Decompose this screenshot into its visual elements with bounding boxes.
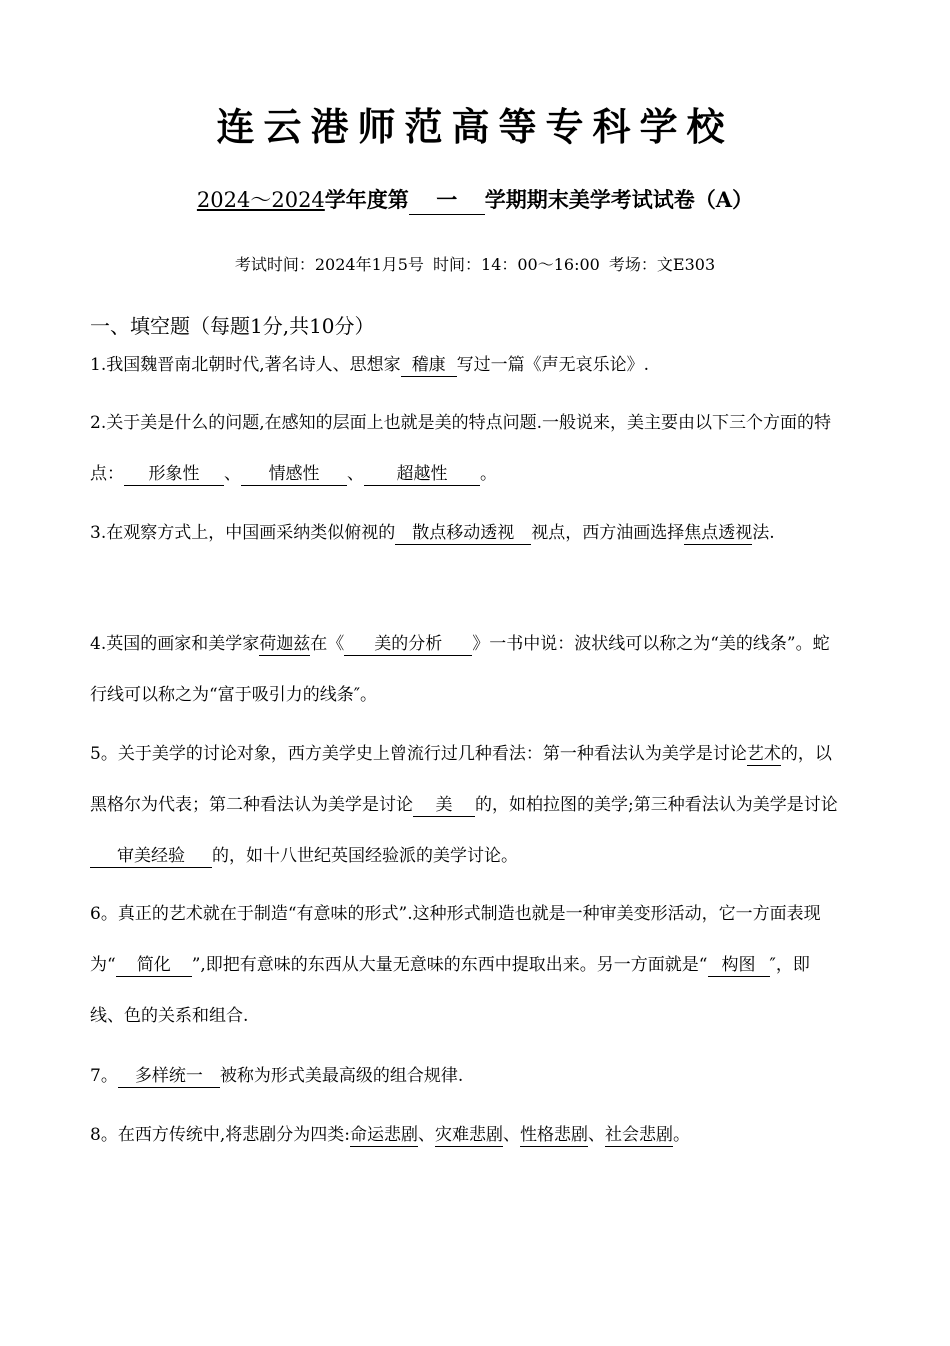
q6-answer-1: 简化 bbox=[116, 954, 192, 977]
q3-text-mid: 视点，西方油画选择 bbox=[531, 523, 685, 543]
academic-year: 2024～2024 bbox=[196, 188, 325, 212]
q3-text: 3.在观察方式上，中国画采纳类似俯视的 bbox=[90, 523, 396, 543]
q5-text: 5。关于美学的讨论对象，西方美学史上曾流行过几种看法：第一种看法认为美学是讨论 bbox=[90, 744, 747, 764]
q2-sep-1: 、 bbox=[224, 464, 241, 484]
exam-subtitle bbox=[0, 184, 950, 215]
q5-text-mid-2: 的，如柏拉图的美学;第三种看法认为美学是讨论 bbox=[475, 795, 838, 815]
q7-text-end: 被称为形式美最高级的组合规律. bbox=[219, 1066, 464, 1086]
question-5 bbox=[90, 729, 842, 882]
term-number: 一 bbox=[409, 184, 485, 215]
q2-answer-3: 超越性 bbox=[364, 463, 480, 486]
question-4 bbox=[90, 619, 842, 721]
q8-answer-3: 性格悲剧 bbox=[519, 1125, 588, 1145]
q2-answer-2: 情感性 bbox=[241, 463, 347, 486]
q8-sep-2: 、 bbox=[502, 1125, 520, 1145]
section-heading: 一、填空题（每题1分,共10分） bbox=[90, 314, 375, 338]
q2-sep-2: 、 bbox=[347, 464, 364, 484]
q6-text: 6。真正的艺术就在于制造“有意味的形式”.这种形式制造也就是一种审美变形活动，它一方面表现为“ bbox=[90, 904, 821, 975]
question-8 bbox=[90, 1110, 842, 1161]
q3-answer-1: 散点移动透视 bbox=[395, 522, 531, 545]
question-3 bbox=[90, 508, 842, 559]
q7-answer: 多样统一 bbox=[118, 1065, 220, 1088]
q5-text-end: 的，如十八世纪英国经验派的美学讨论。 bbox=[212, 846, 518, 866]
q8-text-end: 。 bbox=[672, 1125, 690, 1145]
q2-text-end: 。 bbox=[480, 464, 497, 484]
q2-text: 2.关于美是什么的问题,在感知的层面上也就是美的特点问题.一般说来，美主要由以下三个方面的特点： bbox=[90, 413, 832, 484]
q4-text-end: 》一书中说：波状线可以称之为“美的线条”。蛇行线可以称之为“富于吸引力的线条″。 bbox=[90, 634, 830, 705]
q5-text-mid-1: 的，以黑格尔为代表；第二种看法认为美学是讨论 bbox=[90, 744, 832, 815]
q6-answer-2: 构图 bbox=[708, 954, 770, 977]
q5-answer-2: 美 bbox=[413, 794, 475, 817]
subtitle-mid: 学年度第 bbox=[324, 187, 409, 212]
q4-text: 4.英国的画家和美学家 bbox=[90, 634, 260, 654]
q8-text: 8。在西方传统中,将悲剧分为四类: bbox=[90, 1125, 350, 1145]
q1-text-end: 写过一篇《声无哀乐论》. bbox=[456, 355, 650, 375]
q1-answer: 稽康 bbox=[401, 354, 457, 377]
q3-text-end: 法. bbox=[752, 523, 775, 543]
q4-answer-2: 美的分析 bbox=[344, 633, 472, 656]
q3-answer-2: 焦点透视 bbox=[684, 523, 753, 543]
q7-text: 7。 bbox=[90, 1066, 118, 1086]
q2-answer-1: 形象性 bbox=[124, 463, 224, 486]
q5-answer-1: 艺术 bbox=[746, 744, 781, 764]
subtitle-end: 学期期末美学考试试卷（A） bbox=[484, 187, 754, 212]
q6-text-end: ″，即线、色的关系和组合. bbox=[90, 955, 810, 1026]
q8-answer-1: 命运悲剧 bbox=[349, 1125, 418, 1145]
q8-answer-2: 灾难悲剧 bbox=[434, 1125, 503, 1145]
q4-text-mid: 在《 bbox=[310, 634, 345, 654]
q5-answer-3: 审美经验 bbox=[90, 845, 212, 868]
exam-info: 考试时间：2024年1月5号 时间：14：00～16:00 考场：文E303 bbox=[234, 255, 716, 274]
q1-text: 1.我国魏晋南北朝时代,著名诗人、思想家 bbox=[90, 355, 401, 375]
question-1 bbox=[90, 340, 842, 391]
school-title: 连云港师范高等专科学校 bbox=[216, 104, 734, 149]
q8-sep-1: 、 bbox=[417, 1125, 435, 1145]
q4-answer-1: 荷迦兹 bbox=[259, 634, 311, 654]
question-2 bbox=[90, 398, 842, 500]
question-6 bbox=[90, 889, 842, 1042]
q8-answer-4: 社会悲剧 bbox=[604, 1125, 673, 1145]
q6-text-mid: ”,即把有意味的东西从大量无意味的东西中提取出来。另一方面就是“ bbox=[191, 955, 708, 975]
question-7 bbox=[90, 1051, 842, 1102]
q8-sep-3: 、 bbox=[587, 1125, 605, 1145]
